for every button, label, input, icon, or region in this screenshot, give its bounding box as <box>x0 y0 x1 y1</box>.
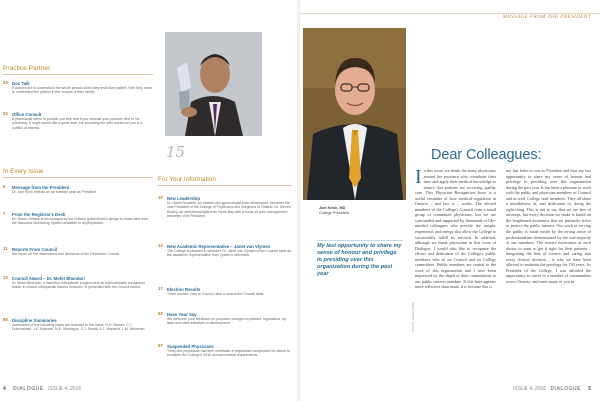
toc-entry-description: The College is pleased to welcome Dr. Janet van Vlymen to the Council table as the academic representative from Queen's University. <box>167 249 292 258</box>
toc-entry-title: Reports From Council <box>12 247 58 252</box>
toc-page-number: 53 <box>3 80 8 85</box>
toc-entry-registrar[interactable] <box>3 212 153 226</box>
divider <box>3 74 153 75</box>
spine-gutter <box>297 0 300 401</box>
toc-entry-office-consult[interactable] <box>3 112 153 130</box>
body-text: my last letter to you as President and thus my last opportunity to share my sense of honour and privilege in presiding over this organization during the past year. It has been a pleasure to work with the public and physician members of Council and as well, College staff members. They all share a mindfulness of, and dedication to, doing the right thing. This is not to say that we are free of missteps, but every decision we make is based on the heightened awareness that we primarily strive to protect the public interest. Our work in serving the public is made easier by the strong sense of professionalism demonstrated by the vast majority of our members. The sincere motivation of each doctor to want to get it right for their patients – integrating the best of science and caring into every clinical decision – is why we have been allowed to maintain the privilege for 150 years. As President of the College, I was afforded the opportunity to travel to a number of communities across Ontario, and meet many of you in <box>506 168 591 284</box>
toc-entry-title: Suspended Physicians <box>167 344 214 349</box>
article-headline: Dear Colleagues: <box>431 147 542 163</box>
toc-entry-election-results[interactable] <box>158 287 292 296</box>
practice-partner-heading: Practice Partner <box>3 65 51 72</box>
folio-issue: ISSUE 4, 2016 <box>512 386 547 392</box>
toc-entry-title: Have Your Say <box>167 312 197 317</box>
toc-entry-description: Dr. Joel Kirsh reflects on an eventful year as President. <box>12 190 98 194</box>
page-footer-left <box>3 386 81 392</box>
in-every-issue-heading: In Every Issue <box>3 168 44 175</box>
council-award-photo <box>165 32 262 136</box>
toc-entry-description: Summaries of the following cases are included in this issue: R.H. Barnes, C.T. Dubrowinski, J.E. Edmond, M.E. Montague, S.J. Shanti, A.T. Wapshot, L.M. Weinman. <box>12 323 146 332</box>
toc-entry-doc-talk[interactable] <box>3 81 153 95</box>
caption-role: College President <box>319 210 349 215</box>
toc-entry-new-leadership[interactable] <box>158 196 292 219</box>
toc-entry-title: From the Registrar's Desk <box>12 212 66 217</box>
folio-issue: ISSUE 4, 2016 <box>47 386 82 392</box>
page-footer-right <box>513 386 591 392</box>
drop-cap: I <box>415 168 422 188</box>
toc-entry-title: Election Results <box>167 287 201 292</box>
toc-entry-description: If doctors are to understand the whole person when they treat their patient, then they need to understand the patient in the context of their family. <box>12 86 152 95</box>
toc-entry-title: Discipline Summaries <box>12 318 57 323</box>
toc-page-number: 58 <box>3 317 8 322</box>
toc-entry-discipline[interactable] <box>3 318 153 332</box>
toc-entry-academic-rep[interactable] <box>158 244 292 258</box>
for-your-information-heading: For Your Information <box>158 176 216 183</box>
toc-entry-title: Doc Talk <box>12 81 30 86</box>
toc-entry-title: Message from the President <box>12 185 70 190</box>
toc-page-number: 13 <box>3 275 8 280</box>
toc-entry-title: Office Consult <box>12 112 42 117</box>
toc-entry-description: Three doctors, new to Council, take a seat at the Council table. <box>167 292 265 296</box>
left-page <box>0 0 298 401</box>
folio-magazine-name: DIALOGUE <box>550 386 581 392</box>
toc-page-number: 11 <box>3 246 8 251</box>
page-reference-number: 15 <box>166 143 186 161</box>
toc-entry-description: Dr. Mohit Bhandari, a Hamilton orthopaedic surgeon and an internationally recognized leader in clinical orthopaedic trauma research, is presented with the Council Award. <box>12 281 145 290</box>
award-recipient-image <box>165 32 262 136</box>
president-portrait-image <box>303 28 406 200</box>
photo-caption <box>319 206 349 215</box>
folio-page-number: 5 <box>588 386 591 392</box>
toc-entry-have-your-say[interactable] <box>158 312 292 326</box>
toc-entry-description: We report on the discussions and decisions of the December Council. <box>12 252 120 256</box>
pull-quote-rule <box>317 240 403 241</box>
toc-entry-description: We welcome your feedback on proposed changes to policies, regulations, by-laws and other initiatives in development. <box>167 317 287 326</box>
toc-entry-description: Dr. David Rouselle, an obstetrician-gynecologist from Newmarket, becomes the new President of the College of Physicians and Surgeons of Ontario. Dr. Steven Bodley, an anesthesiologist from North Bay with a focus on pain management, becomes Vice-President. <box>167 201 291 219</box>
toc-page-number: 17 <box>158 286 163 291</box>
toc-entry-council-reports[interactable] <box>3 247 153 256</box>
folio-page-number: 4 <box>3 386 6 392</box>
toc-page-number: 14 <box>158 243 163 248</box>
divider <box>3 177 153 178</box>
president-portrait-photo <box>303 28 406 200</box>
toc-entry-description: Dr. Rocco Gerace is encouraged by the Ontario government's pledge to make data from the Narcotics Monitoring System available to all physicians. <box>12 217 149 226</box>
caption-name: Joel Kirsh, MD <box>319 206 346 210</box>
folio-magazine-name: DIALOGUE <box>13 386 44 392</box>
toc-page-number: 7 <box>3 211 6 216</box>
toc-entry-president[interactable] <box>3 185 153 194</box>
toc-entry-description: Thirty-two physicians had their certificate of registration suspended for failure to complete the College's 2016 annual renewal requirements. <box>167 349 290 358</box>
toc-page-number: 5 <box>3 184 6 189</box>
toc-page-number: 57 <box>158 343 163 348</box>
divider <box>158 185 292 186</box>
toc-entry-suspended[interactable] <box>158 344 292 358</box>
toc-page-number: 52 <box>158 311 163 316</box>
section-tag: MESSAGE FROM THE PRESIDENT <box>502 14 591 20</box>
pull-quote: My last opportunity to share my sense of honour and privilege in presiding over this organization during the past year <box>317 243 402 277</box>
photo-credit: PHOTO: GREG KING <box>411 302 415 332</box>
toc-page-number: 10 <box>158 195 163 200</box>
toc-entry-title: Council Award – Dr. Mohit Bhandari <box>12 276 85 281</box>
toc-entry-description: A pharmacist offers to provide you free rent if you relocate your practice next to his pharmacy. It might sound like a great deal, but accepting the offer would put you in a conflict of interest. <box>12 117 143 130</box>
body-column-2 <box>506 168 591 383</box>
toc-entry-title: New Leadership <box>167 196 200 201</box>
toc-entry-council-award[interactable] <box>3 276 153 290</box>
body-column-1 <box>415 168 496 383</box>
toc-page-number: 53 <box>3 111 8 116</box>
toc-entry-title: New Academic Representative – Janet van Vlymen <box>167 244 271 249</box>
body-text: n this issue, we thank the many physicians around the province who contribute their time and apply their medical knowledge to ensure that patients are receiving quality care. This Physician Recognition Issue is a useful reminder of how medical regulation in Ontario – and law is – works. The elected members of the College's Council form a small group of committed physicians, but we are surrounded and supported by thousands of like-minded colleagues who provide the insight, experience, and energy that allow the College to successfully fulfill its mission. In addition, although we thank physicians in this issue of Dialogue, I would also like to recognize the efforts and dedication of the College's public members who sit on Council and on College committees. Public members are central to the work of this organization and I have been impressed by the depth of their commitment to our public interest mandate. If this later appears more reflective than usual, it is because this is <box>415 168 496 290</box>
